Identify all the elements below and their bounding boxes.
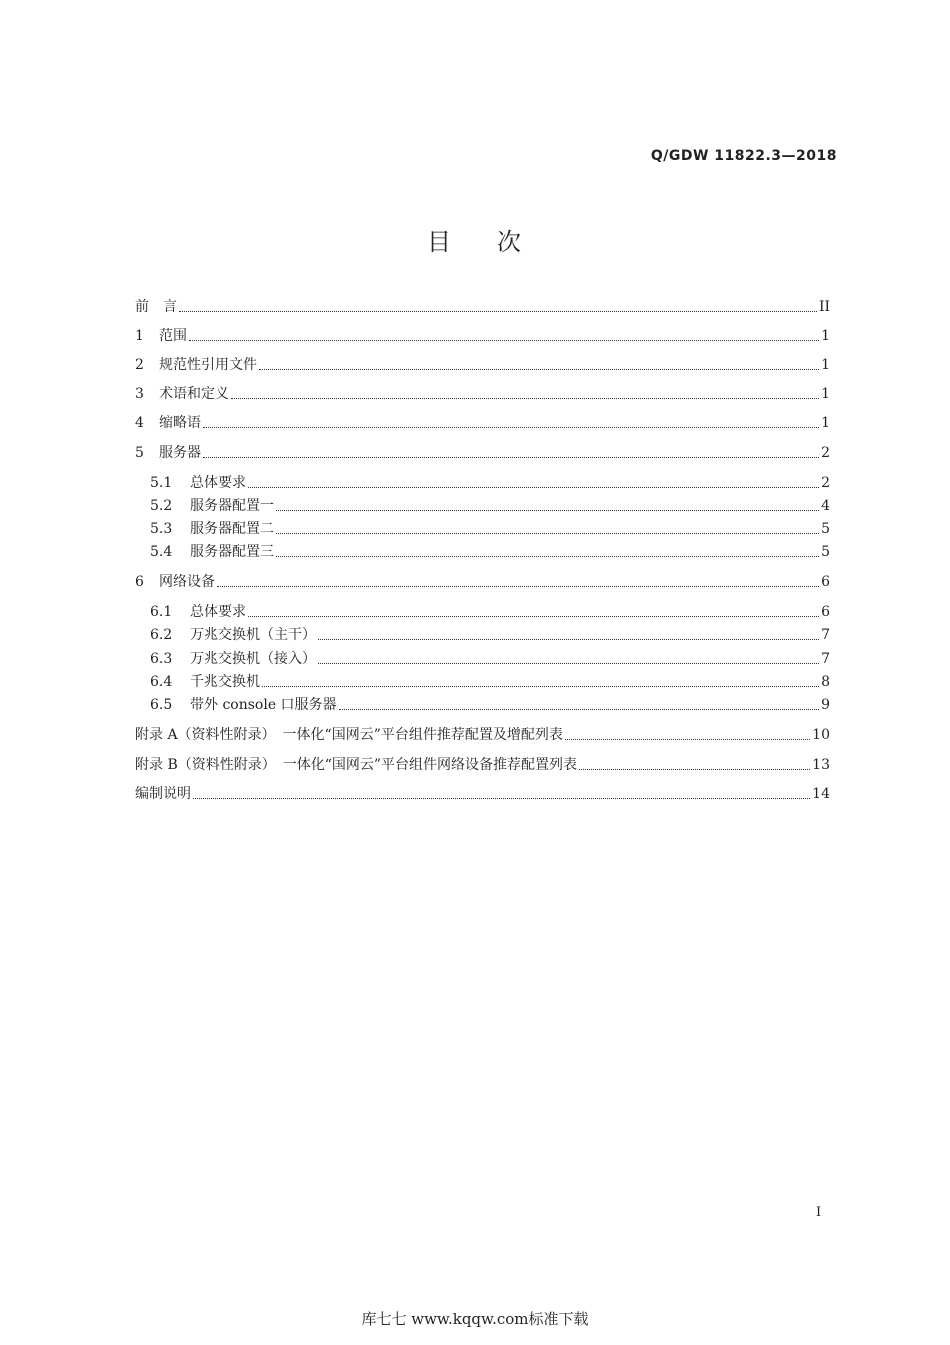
toc-entry-3[interactable] bbox=[135, 383, 830, 405]
dot-leader bbox=[276, 509, 819, 511]
toc-entry-label: 总体要求 bbox=[190, 604, 246, 620]
toc-entry-label: 千兆交换机 bbox=[190, 674, 260, 690]
toc-entry-label: 缩略语 bbox=[159, 415, 201, 431]
toc-entry-number: 6.1 bbox=[150, 604, 173, 620]
dot-leader bbox=[276, 555, 819, 557]
toc-entry-6[interactable] bbox=[135, 571, 830, 593]
toc-entry-5-1[interactable] bbox=[150, 472, 830, 494]
toc-entry-page: 1 bbox=[821, 328, 830, 344]
toc-entry-number: 5 bbox=[135, 445, 144, 461]
dot-leader bbox=[339, 708, 820, 710]
toc-entry-page: II bbox=[818, 299, 830, 315]
toc-entry-number: 6.5 bbox=[150, 697, 173, 713]
toc-entry-label: 附录 B（资料性附录） 一体化“国网云”平台组件网络设备推荐配置列表 bbox=[135, 757, 578, 773]
title-part-1: 目 bbox=[427, 228, 453, 256]
toc-entry-1[interactable] bbox=[135, 325, 830, 347]
toc-entry-label: 术语和定义 bbox=[159, 386, 229, 402]
dot-leader bbox=[179, 310, 817, 312]
toc-entry-page: 13 bbox=[812, 757, 830, 773]
dot-leader bbox=[262, 685, 819, 687]
toc-entry-label: 网络设备 bbox=[159, 574, 215, 590]
dot-leader bbox=[276, 532, 819, 534]
toc-entry-page: 7 bbox=[821, 651, 830, 667]
toc-entry-label: 万兆交换机（主干） bbox=[190, 627, 316, 643]
toc-entry-5-4[interactable] bbox=[150, 541, 830, 563]
toc-entry-6-3[interactable] bbox=[150, 648, 830, 670]
toc-entry-explanation[interactable] bbox=[135, 783, 830, 805]
toc-entry-appendix-a[interactable] bbox=[135, 724, 830, 746]
toc-entry-number: 6 bbox=[135, 574, 144, 590]
toc-entry-page: 2 bbox=[821, 475, 830, 491]
dot-leader bbox=[259, 368, 819, 370]
toc-entry-number: 5.4 bbox=[150, 544, 173, 560]
toc-entry-page: 4 bbox=[821, 498, 830, 514]
dot-leader bbox=[231, 397, 819, 399]
dot-leader bbox=[189, 339, 819, 341]
toc-entry-page: 14 bbox=[812, 786, 830, 802]
standard-code: Q/GDW 11822.3—2018 bbox=[650, 148, 837, 164]
dot-leader bbox=[217, 585, 819, 587]
toc-entry-number: 2 bbox=[135, 357, 144, 373]
dot-leader bbox=[565, 738, 810, 740]
toc-entry-page: 1 bbox=[821, 415, 830, 431]
dot-leader bbox=[318, 662, 819, 664]
toc-entry-label: 规范性引用文件 bbox=[159, 357, 257, 373]
toc-entry-number: 6.4 bbox=[150, 674, 173, 690]
toc-entry-page: 6 bbox=[821, 604, 830, 620]
toc-entry-2[interactable] bbox=[135, 354, 830, 376]
toc-entry-number: 1 bbox=[135, 328, 144, 344]
dot-leader bbox=[579, 768, 810, 770]
toc-entry-label: 总体要求 bbox=[190, 475, 246, 491]
footer-watermark: 库七七 www.kqqw.com标准下载 bbox=[361, 1310, 589, 1328]
toc-entry-5-2[interactable] bbox=[150, 495, 830, 517]
dot-leader bbox=[193, 797, 810, 799]
toc-entry-6-5[interactable] bbox=[150, 694, 830, 716]
title-part-2: 次 bbox=[497, 228, 523, 256]
toc-entry-number: 4 bbox=[135, 415, 144, 431]
toc-entry-label: 前 言 bbox=[135, 299, 177, 315]
toc-entry-number: 3 bbox=[135, 386, 144, 402]
toc-entry-number: 5.2 bbox=[150, 498, 173, 514]
toc-entry-number: 6.2 bbox=[150, 627, 173, 643]
toc-entry-label: 带外 console 口服务器 bbox=[190, 697, 337, 713]
toc-entry-label: 服务器配置三 bbox=[190, 544, 274, 560]
dot-leader bbox=[203, 426, 819, 428]
toc-entry-label: 服务器 bbox=[159, 445, 201, 461]
toc-entry-page: 7 bbox=[821, 627, 830, 643]
toc-entry-page: 1 bbox=[821, 386, 830, 402]
dot-leader bbox=[248, 615, 819, 617]
toc-entry-label: 编制说明 bbox=[135, 786, 191, 802]
toc-entry-5-3[interactable] bbox=[150, 518, 830, 540]
page-number: I bbox=[816, 1205, 822, 1220]
toc-entry-page: 5 bbox=[821, 544, 830, 560]
toc-entry-appendix-b[interactable] bbox=[135, 754, 830, 776]
toc-entry-page: 10 bbox=[812, 727, 830, 743]
toc-entry-6-4[interactable] bbox=[150, 671, 830, 693]
dot-leader bbox=[318, 638, 819, 640]
toc-entry-page: 9 bbox=[821, 697, 830, 713]
toc-entry-label: 附录 A（资料性附录） 一体化“国网云”平台组件推荐配置及增配列表 bbox=[135, 727, 563, 743]
toc-entry-foreword[interactable] bbox=[135, 296, 830, 318]
toc-entry-4[interactable] bbox=[135, 412, 830, 434]
dot-leader bbox=[248, 486, 819, 488]
page-title bbox=[0, 222, 950, 257]
toc-entry-page: 2 bbox=[821, 445, 830, 461]
toc-entry-6-1[interactable] bbox=[150, 601, 830, 623]
toc-entry-5[interactable] bbox=[135, 442, 830, 464]
toc-entry-label: 服务器配置一 bbox=[190, 498, 274, 514]
toc-entry-page: 5 bbox=[821, 521, 830, 537]
toc-entry-page: 6 bbox=[821, 574, 830, 590]
toc-entry-number: 5.1 bbox=[150, 475, 173, 491]
toc-entry-label: 万兆交换机（接入） bbox=[190, 651, 316, 667]
toc-entry-page: 1 bbox=[821, 357, 830, 373]
toc-entry-label: 范围 bbox=[159, 328, 187, 344]
toc-entry-6-2[interactable] bbox=[150, 624, 830, 646]
toc-entry-number: 5.3 bbox=[150, 521, 173, 537]
toc-entry-page: 8 bbox=[821, 674, 830, 690]
toc-entry-number: 6.3 bbox=[150, 651, 173, 667]
dot-leader bbox=[203, 456, 819, 458]
toc-entry-label: 服务器配置二 bbox=[190, 521, 274, 537]
